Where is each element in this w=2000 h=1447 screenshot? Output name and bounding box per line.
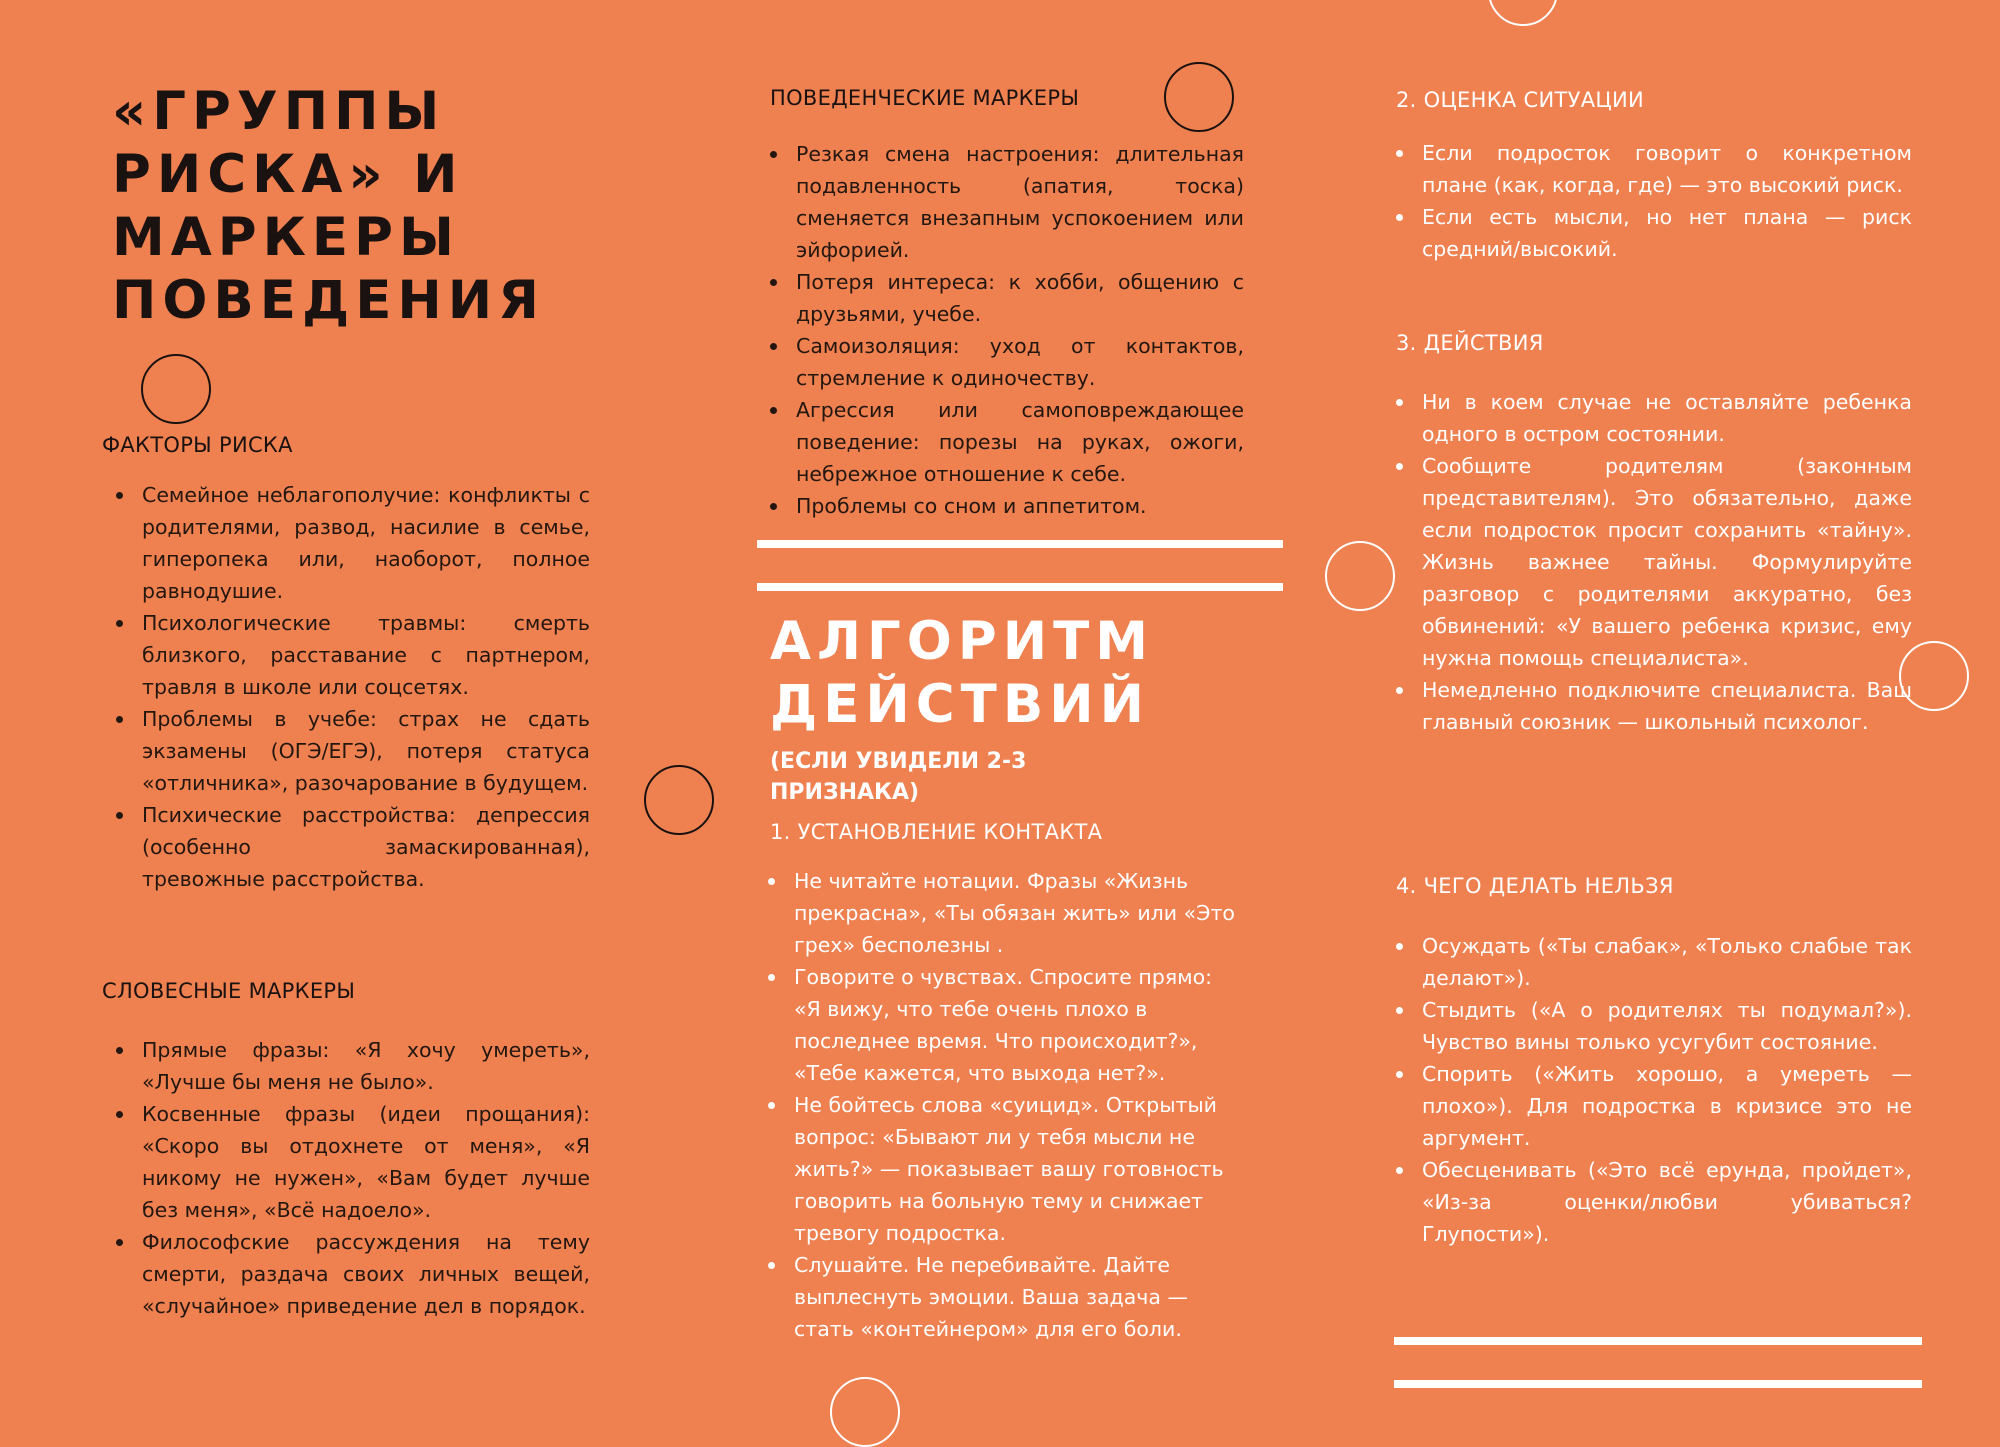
list-item: Слушайте. Не перебивайте. Дайте выплеснуть эмоции. Ваша задача — стать «контейнером» для его боли. [794, 1249, 1242, 1345]
list-item: Резкая смена настроения: длительная подавленность (апатия, тоска) сменяется внезапным успокоением или эйфорией. [796, 138, 1244, 266]
divider-middle-1 [757, 540, 1283, 548]
list-item: Психологические травмы: смерть близкого, расставание с партнером, травля в школе или соцсетях. [142, 607, 590, 703]
list-item: Спорить («Жить хорошо, а умереть — плохо»). Для подростка в кризисе это не аргумент. [1422, 1058, 1912, 1154]
list-item: Психические расстройства: депрессия (особенно замаскированная), тревожные расстройства. [142, 799, 590, 895]
dont-do-list [1382, 930, 1912, 1250]
list-item: Косвенные фразы (идеи прощания): «Скоро вы отдохнете от меня», «Я никому не нужен», «Вам будет лучше без меня», «Всё надоело». [142, 1098, 590, 1226]
decor-circle-top [1488, 0, 1558, 26]
list-item: Самоизоляция: уход от контактов, стремление к одиночеству. [796, 330, 1244, 394]
behavior-markers-heading: ПОВЕДЕНЧЕСКИЕ МАРКЕРЫ [770, 86, 1080, 110]
decor-circle-middle-top [1164, 62, 1234, 132]
divider-right-2 [1394, 1380, 1922, 1388]
list-item: Философские рассуждения на тему смерти, раздача своих личных вещей, «случайное» приведение дел в порядок. [142, 1226, 590, 1322]
decor-circle-bottom [830, 1377, 900, 1447]
dont-do-heading: 4. ЧЕГО ДЕЛАТЬ НЕЛЬЗЯ [1396, 874, 1674, 898]
verbal-markers-list [102, 1034, 590, 1322]
list-item: Осуждать («Ты слабак», «Только слабые так делают»). [1422, 930, 1912, 994]
list-item: Сообщите родителям (законным представителям). Это обязательно, даже если подросток просит сохранить «тайну». Жизнь важнее тайны. Формулируйте разговор с родителями аккуратно, без обвинений: «У вашего ребенка кризис, ему нужна помощь специалиста». [1422, 450, 1912, 674]
decor-circle-left [141, 354, 211, 424]
algorithm-title-line: АЛГОРИТМ [770, 611, 1154, 672]
page-title [112, 80, 545, 332]
list-item: Агрессия или самоповреждающее поведение: порезы на руках, ожоги, небрежное отношение к себе. [796, 394, 1244, 490]
page-title-line: ПОВЕДЕНИЯ [112, 270, 545, 331]
actions-heading: 3. ДЕЙСТВИЯ [1396, 331, 1544, 355]
contact-list [754, 865, 1242, 1345]
risk-factors-heading: ФАКТОРЫ РИСКА [102, 433, 293, 457]
list-item: Если подросток говорит о конкретном плане (как, когда, где) — это высокий риск. [1422, 137, 1912, 201]
divider-middle-2 [757, 583, 1283, 591]
divider-right-1 [1394, 1337, 1922, 1345]
verbal-markers-heading: СЛОВЕСНЫЕ МАРКЕРЫ [102, 979, 356, 1003]
page-title-line: МАРКЕРЫ [112, 207, 460, 268]
list-item: Не бойтесь слова «суицид». Открытый вопрос: «Бывают ли у тебя мысли не жить?» — показывает вашу готовность говорить на больную тему и снижает тревогу подростка. [794, 1089, 1242, 1249]
risk-factors-list [102, 479, 590, 895]
algorithm-subtitle: (ЕСЛИ УВИДЕЛИ 2-3 ПРИЗНАКА) [770, 749, 1027, 805]
list-item: Проблемы в учебе: страх не сдать экзамены (ОГЭ/ЕГЭ), потеря статуса «отличника», разочарование в будущем. [142, 703, 590, 799]
list-item: Прямые фразы: «Я хочу умереть», «Лучше бы меня не было». [142, 1034, 590, 1098]
contact-heading: 1. УСТАНОВЛЕНИЕ КОНТАКТА [770, 820, 1103, 844]
list-item: Не читайте нотации. Фразы «Жизнь прекрасна», «Ты обязан жить» или «Это грех» бесполезны . [794, 865, 1242, 961]
actions-list [1382, 386, 1912, 738]
assessment-heading: 2. ОЦЕНКА СИТУАЦИИ [1396, 88, 1645, 112]
page-title-line: «ГРУППЫ [112, 81, 446, 142]
list-item: Стыдить («А о родителях ты подумал?»). Чувство вины только усугубит состояние. [1422, 994, 1912, 1058]
list-item: Семейное неблагополучие: конфликты с родителями, развод, насилие в семье, гиперопека или, наоборот, полное равнодушие. [142, 479, 590, 607]
decor-circle-left-center [644, 765, 714, 835]
page-title-line: РИСКА» И [112, 144, 464, 205]
list-item: Если есть мысли, но нет плана — риск средний/высокий. [1422, 201, 1912, 265]
list-item: Потеря интереса: к хобби, общению с друзьями, учебе. [796, 266, 1244, 330]
list-item: Проблемы со сном и аппетитом. [796, 490, 1244, 522]
algorithm-title-line: ДЕЙСТВИЙ [770, 674, 1150, 735]
list-item: Ни в коем случае не оставляйте ребенка одного в остром состоянии. [1422, 386, 1912, 450]
list-item: Немедленно подключите специалиста. Ваш главный союзник — школьный психолог. [1422, 674, 1912, 738]
assessment-list [1382, 137, 1912, 265]
list-item: Говорите о чувствах. Спросите прямо: «Я вижу, что тебе очень плохо в последнее время. Что происходит?», «Тебе кажется, что выхода нет?». [794, 961, 1242, 1089]
behavior-markers-list [756, 138, 1244, 522]
list-item: Обесценивать («Это всё ерунда, пройдет», «Из-за оценки/любви убиваться? Глупости»). [1422, 1154, 1912, 1250]
algorithm-title [770, 610, 1154, 736]
